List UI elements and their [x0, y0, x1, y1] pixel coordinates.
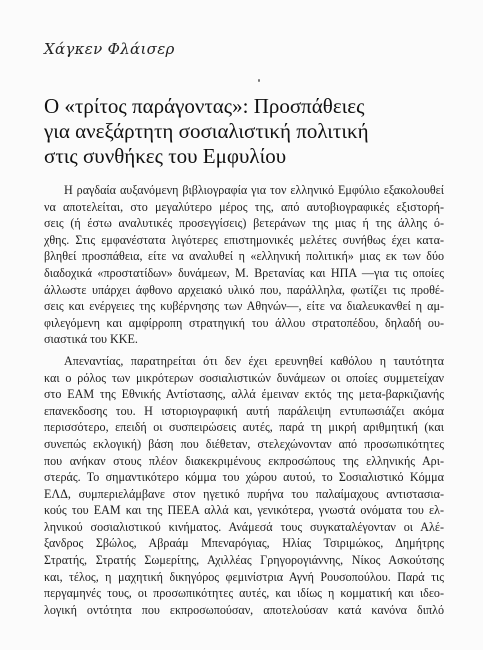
text-line: χθης. Στις εμφανέστατα λιγότερες επιστημονικές μελέτες συνήθως έχει κατα-	[44, 232, 444, 247]
text-line: επανεκδοσης του. Η ιστοριογραφική αυτή παράλειψη εντυπωσιάζει ακόμα	[44, 403, 444, 418]
title-line: Ο «τρίτος παράγοντας»: Προσπάθειες	[44, 94, 365, 118]
title-line: στις συνθήκες του Εμφυλίου	[44, 144, 287, 168]
text-line: περισσότερο, επειδή οι συσπειρώσεις αυτές, παρά τη μικρή αριθμητική (και	[44, 420, 444, 435]
text-line: στο ΕΑΜ της Εθνικής Αντίστασης, αλλά έμειναν εκτός της μετα-βαρκιζιανής	[44, 387, 444, 402]
text-line: που ανήκαν στους πλέον διακεκριμένους εκπροσώπους της ελληνικής Αρι-	[44, 453, 444, 468]
text-line: Απεναντίας, παρατηρείται ότι δεν έχει ερευνηθεί καθόλου η ταυτότητα	[64, 353, 444, 368]
text-line: και ο ρόλος των μικρότερων σοσιαλιστικών δυνάμεων οι οποίες συμμετείχαν	[44, 370, 444, 385]
text-line: ληνικού σοσιαλιστικού κινήματος. Ανάμεσά τους συγκαταλέγονταν οι Αλέ-	[44, 519, 444, 534]
text-line: σιαστικά του ΚΚΕ.	[44, 332, 138, 347]
author-name: Χάγκεν Φλάισερ	[44, 40, 175, 58]
chapter-title	[44, 94, 454, 169]
body-text	[44, 182, 444, 618]
text-line: λογική οντότητα που εκπροσωπούσαν, αποτελούσαν κατά κανόνα διπλό	[44, 602, 444, 617]
text-line: Η ραγδαία αυξανόμενη βιβλιογραφία για τον ελληνικό Εμφύλιο εξακολουθεί	[64, 183, 444, 197]
text-line: κούς του ΕΑΜ και της ΠΕΕΑ αλλά και, γενικότερα, γνωστά ονόματα του ελ-	[44, 503, 444, 518]
paragraph-2	[44, 353, 444, 619]
scan-speck	[258, 79, 260, 82]
text-line: άλλωστε υπάρχει άφθονο αρχειακό υλικό που, παράλληλα, φωτίζει τις προθέ-	[44, 282, 444, 297]
text-line: Στρατής, Στρατής Σωμερίτης, Αχιλλέας Γρηγορογιάννης, Νίκος Ασκούτσης	[44, 553, 444, 568]
text-line: βληθεί προσπάθεια, είτε να αναλυθεί η «ελληνική πολιτική» μιας εκ των δύο	[44, 249, 444, 264]
paragraph-1	[44, 182, 444, 348]
text-line: σεις (ή έστω αναλυτικές προσεγγίσεις) βετεράνων της μιας ή της άλλης ό-	[44, 216, 444, 231]
text-line: περγαμηνές τους, οι προσωπικότητες αυτές, και ιδίως η κομματική και ιδεο-	[44, 586, 444, 601]
text-line: ΕΛΔ, συμπεριελάμβανε στον ηγετικό πυρήνα του παλαίμαχους αντιστασια-	[44, 486, 444, 501]
text-line: να αποτελείται, στο μεγαλύτερο μέρος της, από αυτοβιογραφικές εξιστορή-	[44, 199, 444, 214]
text-line: διαδοχικά «προστατίδων» δυνάμεων, Μ. Βρετανίας και ΗΠΑ —για τις οποίες	[44, 265, 444, 280]
title-line: για ανεξάρτητη σοσιαλιστική πολιτική	[44, 119, 369, 143]
text-line: συνεπώς εκλογική) βάση που διέθεταν, στελεχώνονταν από προσωπικότητες	[44, 436, 444, 451]
text-line: ξανδρος Σβώλος, Αβραάμ Μπεναρόγιας, Ηλίας Τσιριμώκος, Δημήτρης	[44, 536, 444, 551]
text-line: σεις και ενέργειες της κυβέρνησης των Αθηνών—, είτε να διαλευκανθεί η αμ-	[44, 299, 444, 314]
text-line: και, τέλος, η μαχητική δικηγόρος φεμινίστρια Αγνή Ρουσοπούλου. Παρά τις	[44, 569, 444, 584]
text-line: φιλεγόμενη και αμφίρροπη στρατηγική του άλλου στρατοπέδου, δηλαδή ου-	[44, 315, 444, 330]
text-line: στεράς. Το σημαντικότερο κόμμα του χώρου αυτού, το Σοσιαλιστικό Κόμμα	[44, 470, 444, 485]
